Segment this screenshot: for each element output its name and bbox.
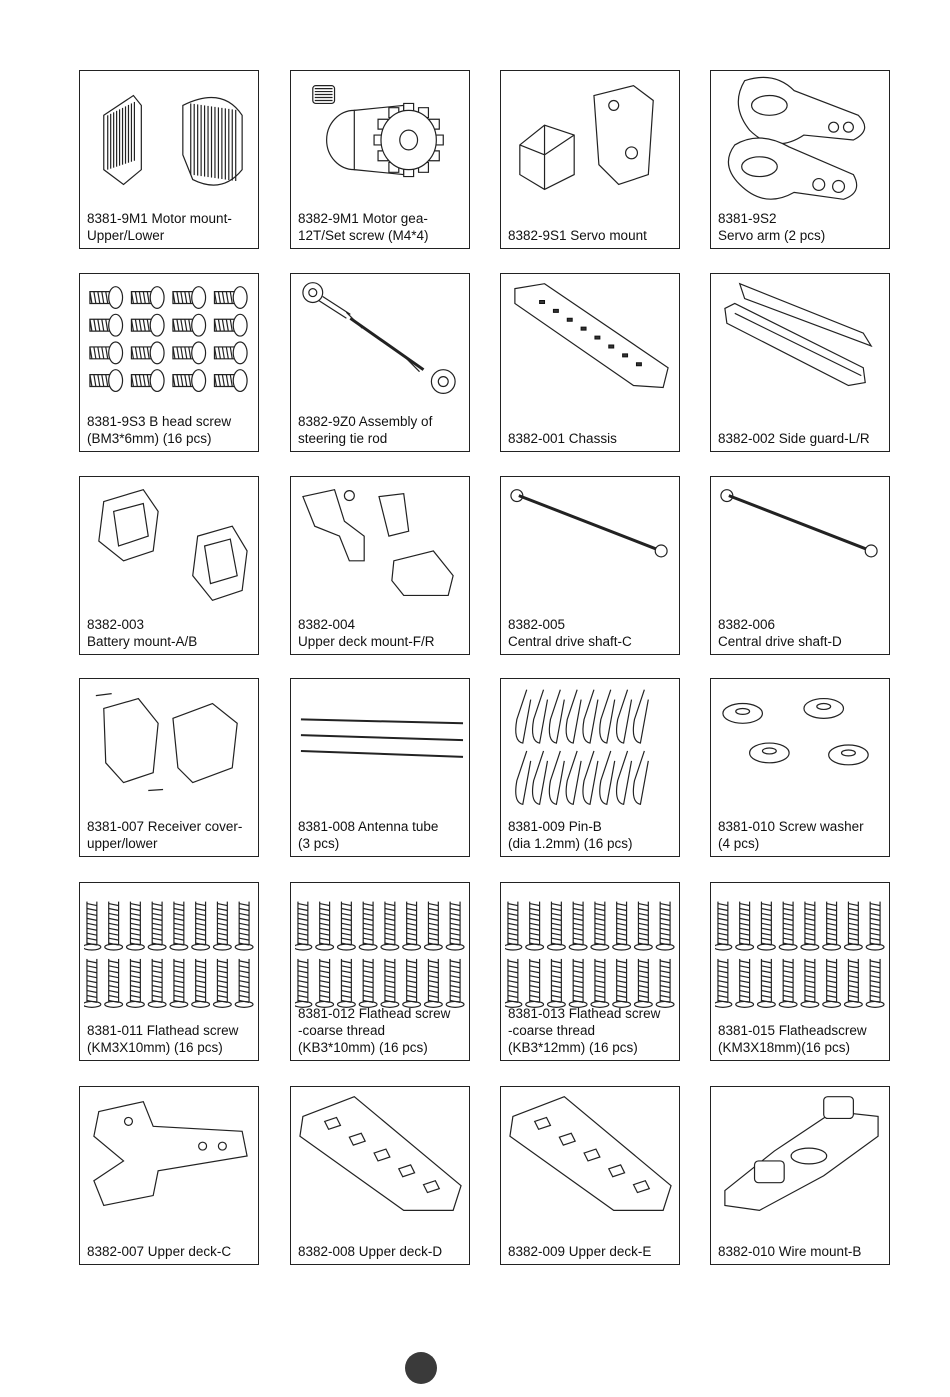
servo-arm-icon bbox=[715, 75, 885, 205]
part-card bbox=[500, 476, 680, 655]
part-caption: 8382-9Z0 Assembly of steering tie rod bbox=[298, 414, 433, 446]
upper-deck-plate-icon bbox=[295, 1091, 465, 1221]
part-caption: 8381-9S3 B head screw (BM3*6mm) (16 pcs) bbox=[87, 414, 232, 446]
part-caption: 8382-001 Chassis bbox=[508, 431, 617, 446]
receiver-cover-icon bbox=[84, 683, 254, 813]
part-card bbox=[290, 1086, 470, 1265]
part-card bbox=[79, 273, 259, 452]
tie-rod-icon bbox=[295, 278, 465, 408]
part-card bbox=[290, 476, 470, 655]
part-card bbox=[500, 70, 680, 249]
part-card bbox=[79, 1086, 259, 1265]
part-card bbox=[79, 678, 259, 857]
chassis-icon bbox=[505, 278, 675, 408]
part-card bbox=[500, 1086, 680, 1265]
part-caption: 8382-009 Upper deck-E bbox=[508, 1244, 652, 1259]
part-caption: 8381-010 Screw washer (4 pcs) bbox=[718, 819, 864, 851]
flathead-screw-icon bbox=[715, 887, 885, 1017]
antenna-tube-icon bbox=[295, 683, 465, 813]
body-pin-icon bbox=[505, 683, 675, 813]
flathead-screw-icon bbox=[505, 887, 675, 1017]
part-card bbox=[79, 70, 259, 249]
part-caption: 8381-007 Receiver cover- upper/lower bbox=[87, 819, 243, 851]
wire-mount-icon bbox=[715, 1091, 885, 1221]
part-card bbox=[500, 273, 680, 452]
part-caption: 8381-008 Antenna tube (3 pcs) bbox=[298, 819, 439, 851]
part-caption: 8382-003 Battery mount-A/B bbox=[87, 617, 198, 649]
part-card bbox=[710, 882, 890, 1061]
flathead-screw-icon bbox=[295, 887, 465, 1017]
upper-deck-mount-icon bbox=[295, 481, 465, 611]
part-caption: 8382-002 Side guard-L/R bbox=[718, 431, 870, 446]
part-caption: 8382-010 Wire mount-B bbox=[718, 1244, 862, 1259]
part-card bbox=[79, 882, 259, 1061]
part-caption: 8382-005 Central drive shaft-C bbox=[508, 617, 632, 649]
part-caption: 8382-008 Upper deck-D bbox=[298, 1244, 443, 1259]
servo-mount-icon bbox=[505, 75, 675, 205]
part-card bbox=[290, 678, 470, 857]
part-caption: 8382-9M1 Motor gea- 12T/Set screw (M4*4) bbox=[298, 211, 429, 243]
part-card bbox=[290, 70, 470, 249]
motor-mount-icon bbox=[84, 75, 254, 205]
part-card bbox=[290, 882, 470, 1061]
flathead-screw-icon bbox=[84, 887, 254, 1017]
side-guard-icon bbox=[715, 278, 885, 408]
battery-mount-icon bbox=[84, 481, 254, 611]
part-card bbox=[290, 273, 470, 452]
part-caption: 8381-009 Pin-B (dia 1.2mm) (16 pcs) bbox=[508, 819, 633, 851]
part-caption: 8382-9S1 Servo mount bbox=[508, 228, 647, 243]
part-card bbox=[710, 1086, 890, 1265]
drive-shaft-icon bbox=[505, 481, 675, 611]
part-card bbox=[79, 476, 259, 655]
part-card bbox=[710, 476, 890, 655]
page-number-dot bbox=[405, 1352, 437, 1384]
part-caption: 8381-013 Flathead screw -coarse thread (KB3*12mm) (16 pcs) bbox=[508, 1006, 661, 1055]
motor-gear-icon bbox=[295, 75, 465, 205]
part-caption: 8381-9S2 Servo arm (2 pcs) bbox=[718, 211, 826, 243]
part-card bbox=[500, 882, 680, 1061]
drive-shaft-icon bbox=[715, 481, 885, 611]
upper-deck-c-icon bbox=[84, 1091, 254, 1221]
part-card bbox=[710, 70, 890, 249]
upper-deck-plate-icon bbox=[505, 1091, 675, 1221]
part-caption: 8381-015 Flatheadscrew (KM3X18mm)(16 pcs) bbox=[718, 1023, 867, 1055]
part-caption: 8382-006 Central drive shaft-D bbox=[718, 617, 842, 649]
part-caption: 8381-011 Flathead screw (KM3X10mm) (16 pcs) bbox=[87, 1023, 239, 1055]
part-caption: 8382-004 Upper deck mount-F/R bbox=[298, 617, 435, 649]
part-caption: 8381-9M1 Motor mount- Upper/Lower bbox=[87, 211, 232, 243]
button-head-screw-icon bbox=[84, 278, 254, 408]
part-caption: 8381-012 Flathead screw -coarse thread (KB3*10mm) (16 pcs) bbox=[298, 1006, 451, 1055]
part-card bbox=[500, 678, 680, 857]
washer-icon bbox=[715, 683, 885, 813]
part-card bbox=[710, 273, 890, 452]
part-caption: 8382-007 Upper deck-C bbox=[87, 1244, 232, 1259]
part-card bbox=[710, 678, 890, 857]
